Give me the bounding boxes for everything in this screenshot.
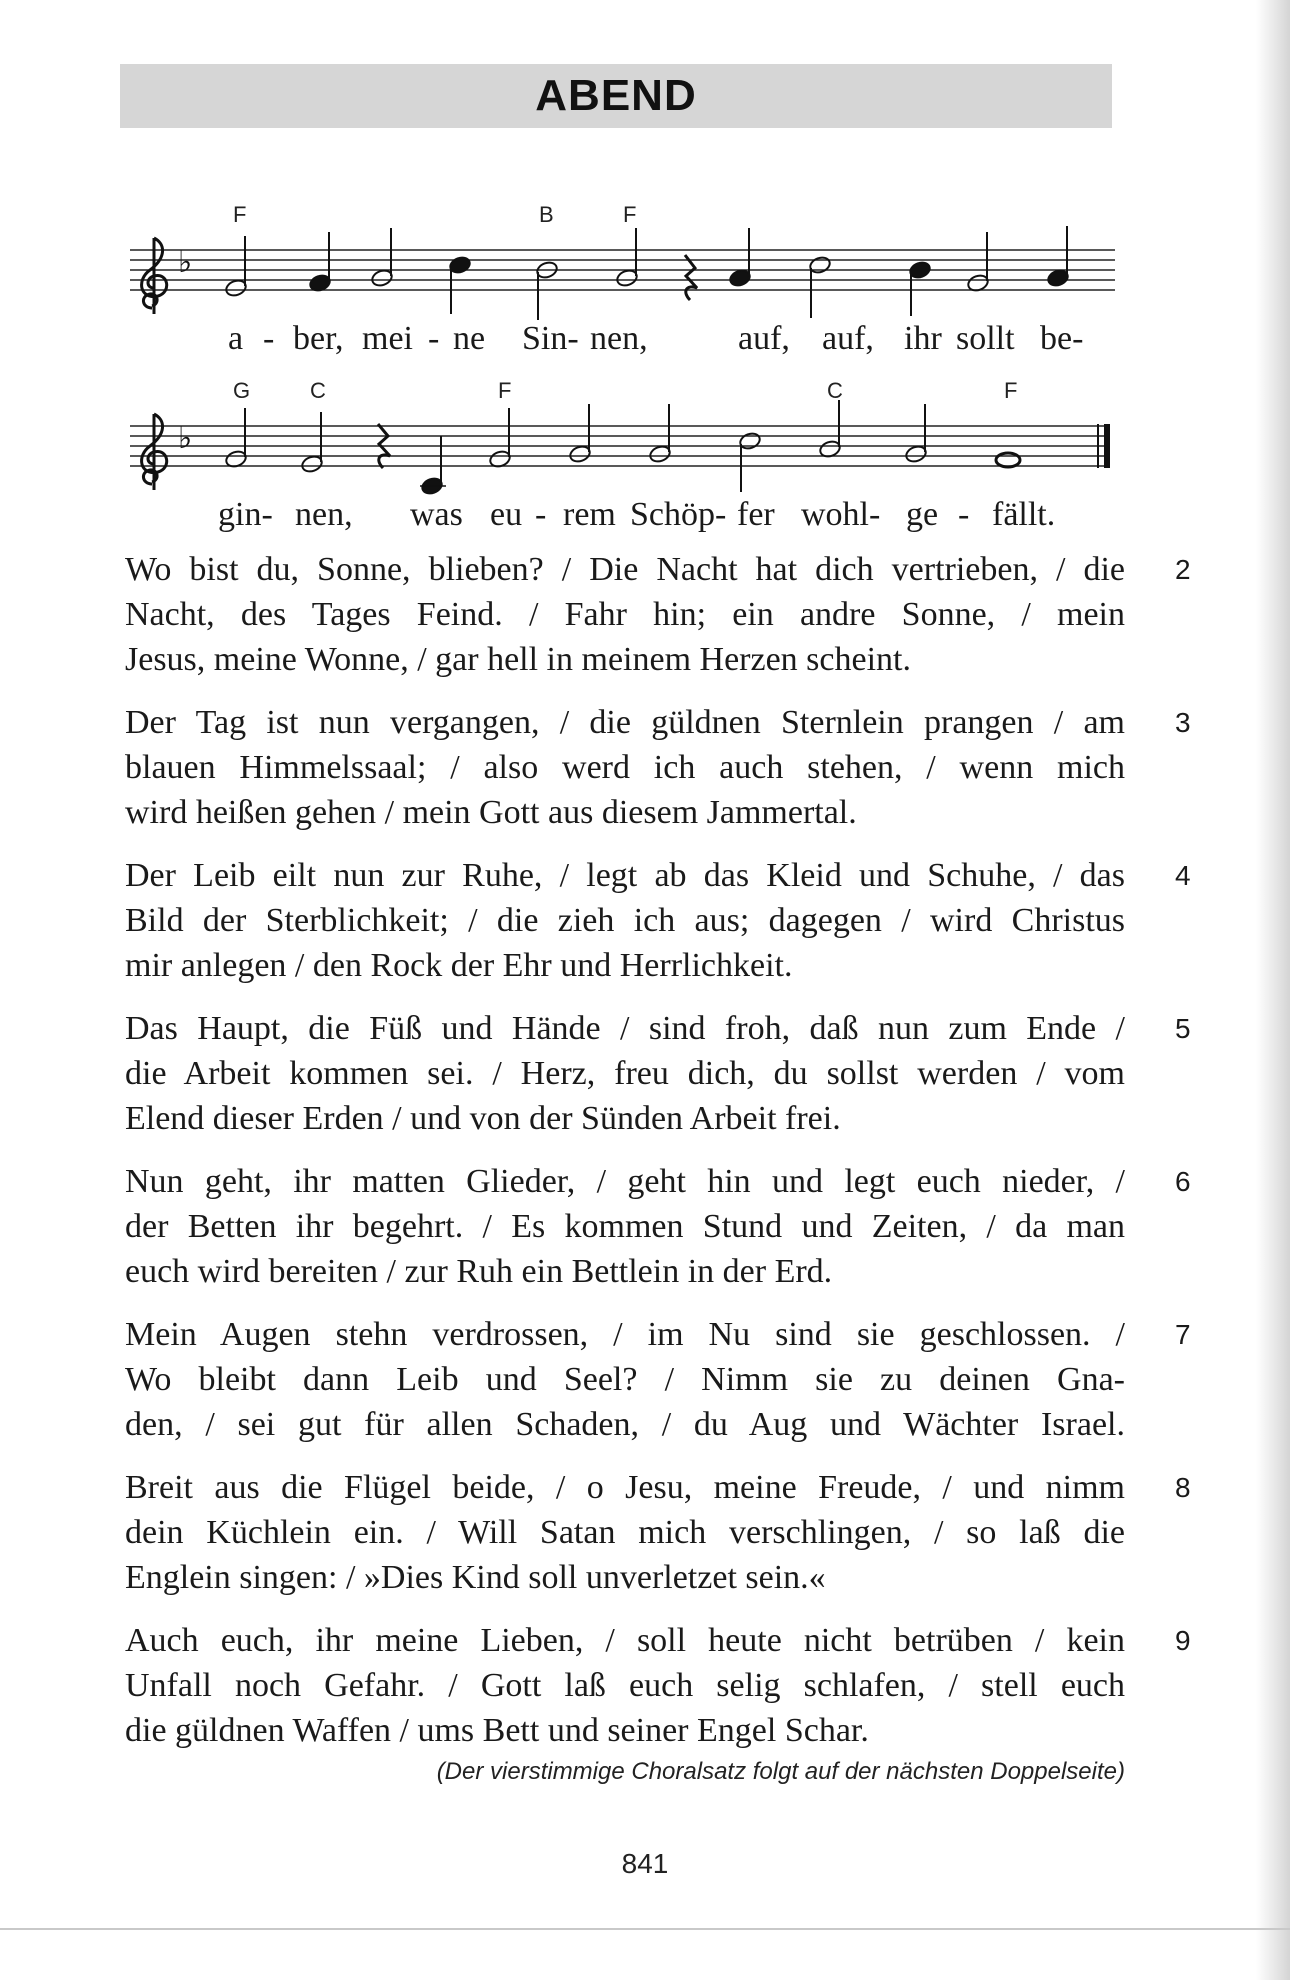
footnote: (Der vierstimmige Choralsatz folgt auf der nächsten Doppelseite) (436, 1758, 1125, 1785)
verse-line: Der Tag ist nun vergangen, / die güldnen Sternlein prangen / am (125, 704, 1125, 741)
page-edge-shadow (1256, 0, 1290, 1980)
verse-line: der Betten ihr begehrt. / Es kommen Stund und Zeiten, / da man (125, 1208, 1125, 1245)
lyric-syllable: - (263, 320, 275, 357)
verse-number: 3 (1175, 707, 1191, 738)
page-number: 841 (621, 1848, 669, 1879)
lyric-syllable: sollt (956, 320, 1015, 357)
verse-line: Nun geht, ihr matten Glieder, / geht hin und legt euch nieder, / (125, 1163, 1125, 1200)
verse-line: Unfall noch Gefahr. / Gott laß euch selig schlafen, / stell euch (125, 1667, 1125, 1704)
chord-label: F (233, 202, 247, 227)
verse-number: 5 (1175, 1013, 1191, 1044)
lyric-syllable: a (228, 320, 244, 357)
lyric-syllable: ihr (904, 320, 942, 357)
verse-line: mir anlegen / den Rock der Ehr und Herrlichkeit. (125, 947, 793, 984)
music-staff-1 (120, 210, 1120, 335)
verse-line: Mein Augen stehn verdrossen, / im Nu sind sie geschlossen. / (125, 1316, 1125, 1353)
lyric-syllable: nen, (295, 496, 353, 533)
verse-line: blauen Himmelssaal; / also werd ich auch stehen, / wenn mich (125, 749, 1125, 786)
verse-number: 6 (1175, 1166, 1191, 1197)
verse-line: Englein singen: / »Dies Kind soll unverletzet sein.« (125, 1559, 826, 1596)
verse-7 (125, 1312, 1125, 1447)
lyric-syllable: mei (362, 320, 413, 357)
lyric-syllable: ge (906, 496, 939, 533)
verse-number: 7 (1175, 1319, 1191, 1350)
verse-9 (125, 1618, 1125, 1753)
chord-label: C (310, 378, 326, 403)
lyric-syllable: nen, (590, 320, 648, 357)
music-staff-2 (120, 386, 1120, 511)
verse-line: euch wird bereiten / zur Ruh ein Bettlein in der Erd. (125, 1253, 833, 1290)
verse-line: Nacht, des Tages Feind. / Fahr hin; ein andre Sonne, / mein (125, 596, 1125, 633)
section-header-bar (120, 64, 1112, 128)
verse-line: Der Leib eilt nun zur Ruhe, / legt ab das Kleid und Schuhe, / das (125, 857, 1125, 894)
lyric-syllable: ne (453, 320, 486, 357)
lyric-syllable: fällt. (992, 496, 1056, 533)
lyric-syllable: - (535, 496, 547, 533)
verse-line: Jesus, meine Wonne, / gar hell in meinem Herzen scheint. (125, 641, 911, 678)
verse-line: den, / sei gut für allen Schaden, / du Aug und Wächter Israel. (125, 1406, 1125, 1443)
page-bottom-rule (0, 1928, 1290, 1930)
chord-label: B (539, 202, 554, 227)
chord-label: F (623, 202, 637, 227)
verse-2 (125, 547, 1125, 682)
lyric-syllable: auf, (822, 320, 874, 357)
verse-line: wird heißen gehen / mein Gott aus diesem Jammertal. (125, 794, 857, 831)
lyric-syllable: ber, (293, 320, 344, 357)
lyric-syllable: gin- (218, 496, 273, 533)
verse-4 (125, 853, 1125, 988)
lyric-syllable: fer (737, 496, 775, 533)
verse-line: Wo bleibt dann Leib und Seel? / Nimm sie zu deinen Gna- (125, 1361, 1125, 1398)
verse-8 (125, 1465, 1125, 1600)
lyric-syllable: - (958, 496, 970, 533)
verse-line: Wo bist du, Sonne, blieben? / Die Nacht hat dich vertrieben, / die (125, 551, 1125, 588)
verse-line: Auch euch, ihr meine Lieben, / soll heute nicht betrüben / kein (125, 1622, 1125, 1659)
lyric-syllable: Schöp- (630, 496, 727, 533)
verse-number: 4 (1175, 860, 1191, 891)
lyric-syllable: be- (1040, 320, 1084, 357)
verse-3 (125, 700, 1125, 835)
chord-label: G (233, 378, 251, 403)
lyric-syllable: eu (490, 496, 523, 533)
verse-line: Bild der Sterblichkeit; / die zieh ich aus; dagegen / wird Christus (125, 902, 1125, 939)
lyric-syllable: wohl- (801, 496, 881, 533)
verse-line: dein Küchlein ein. / Will Satan mich verschlingen, / so laß die (125, 1514, 1125, 1551)
verse-5 (125, 1006, 1125, 1141)
lyric-syllable: auf, (738, 320, 790, 357)
verse-number: 8 (1175, 1472, 1191, 1503)
verse-line: Breit aus die Flügel beide, / o Jesu, meine Freude, / und nimm (125, 1469, 1125, 1506)
flat-icon: ♭ (178, 245, 193, 280)
verse-line: Elend dieser Erden / und von der Sünden Arbeit frei. (125, 1100, 841, 1137)
verse-line: die Arbeit kommen sei. / Herz, freu dich, du sollst werden / vom (125, 1055, 1125, 1092)
lyric-syllable: Sin- (522, 320, 579, 357)
lyric-syllable: rem (563, 496, 616, 533)
lyric-syllable: - (428, 320, 440, 357)
verse-number: 9 (1175, 1625, 1191, 1656)
section-title: ABEND (535, 71, 697, 120)
chord-label: F (1004, 378, 1018, 403)
verse-6 (125, 1159, 1125, 1294)
flat-icon: ♭ (178, 421, 193, 456)
chord-label: F (498, 378, 512, 403)
verse-line: die güldnen Waffen / ums Bett und seiner Engel Schar. (125, 1712, 869, 1749)
chord-label: C (827, 378, 843, 403)
verse-number: 2 (1175, 554, 1191, 585)
verse-line: Das Haupt, die Füß und Hände / sind froh, daß nun zum Ende / (125, 1010, 1125, 1047)
lyric-syllable: was (410, 496, 463, 533)
